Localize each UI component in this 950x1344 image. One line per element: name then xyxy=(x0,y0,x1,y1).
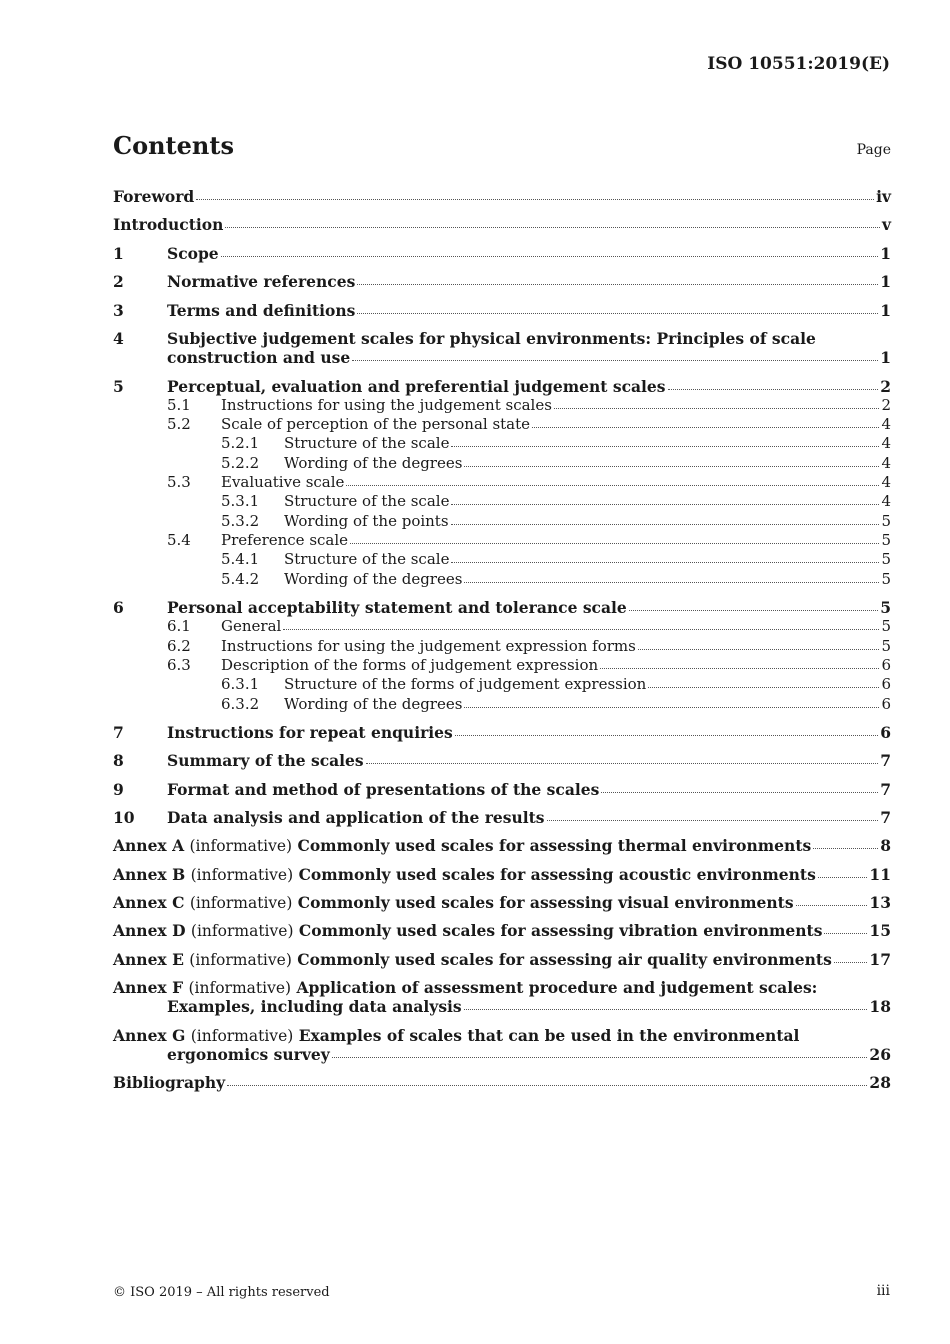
toc-entry-number: 6.3 xyxy=(167,656,191,674)
toc-entry-number: 4 xyxy=(113,329,124,348)
toc-entry-6-3-1[interactable] xyxy=(113,675,891,694)
toc-entry-clause-3[interactable] xyxy=(113,301,891,320)
leader-dots xyxy=(818,865,868,878)
toc-entry-title: Structure of the forms of judgement expression xyxy=(284,675,647,693)
toc-entry-5-1[interactable] xyxy=(113,396,891,415)
toc-entry-title: Wording of the degrees xyxy=(284,570,463,588)
annex-qualifier: (informative) xyxy=(190,866,294,884)
toc-entry-page: 26 xyxy=(869,1045,891,1064)
toc-entry-6-2[interactable] xyxy=(113,637,891,656)
annex-qualifier: (informative) xyxy=(189,951,292,969)
toc-entry-title: Scale of perception of the personal state xyxy=(221,415,531,433)
leader-dots xyxy=(464,570,879,583)
toc-entry-number: 5.4 xyxy=(167,531,191,549)
toc-entry-5-2[interactable] xyxy=(113,415,891,434)
leader-dots xyxy=(532,415,879,428)
toc-entry-title: Foreword xyxy=(113,187,195,206)
toc-entry-page: 7 xyxy=(880,780,891,799)
toc-entry-5-3-1[interactable] xyxy=(113,492,891,511)
toc-entry-page: 4 xyxy=(881,434,891,452)
leader-dots xyxy=(451,550,879,563)
page-title: Contents xyxy=(113,131,234,160)
leader-dots xyxy=(824,921,867,934)
toc-entry-clause-4-continued[interactable] xyxy=(113,348,891,367)
toc-entry-title: Commonly used scales for assessing air quality environments xyxy=(297,950,832,969)
toc-entry-title-continued: Examples, including data analysis xyxy=(167,997,462,1016)
annex-label: Annex E xyxy=(113,950,184,969)
leader-dots xyxy=(350,531,879,544)
toc-entry-title: Introduction xyxy=(113,215,224,234)
toc-entry-title: Perceptual, evaluation and preferential judgement scales xyxy=(167,377,666,396)
toc-entry-5-3[interactable] xyxy=(113,473,891,492)
toc-entry-page: 4 xyxy=(881,454,891,472)
leader-dots xyxy=(357,301,878,314)
toc-entry-page: 7 xyxy=(880,751,891,770)
leader-dots xyxy=(451,492,879,505)
toc-entry-title: Structure of the scale xyxy=(284,550,450,568)
toc-entry-page: 7 xyxy=(880,808,891,827)
toc-entry-number: 6.2 xyxy=(167,637,191,655)
toc-entry-page: 1 xyxy=(880,272,891,291)
toc-entry-page: 18 xyxy=(869,997,891,1016)
toc-entry-annex-f[interactable] xyxy=(113,978,891,997)
toc-entry-title: Scope xyxy=(167,244,219,263)
toc-entry-page: 5 xyxy=(881,570,891,588)
toc-entry-annex-e[interactable] xyxy=(113,950,891,969)
leader-dots xyxy=(346,473,879,486)
toc-entry-page: 5 xyxy=(881,617,891,635)
annex-qualifier: (informative) xyxy=(188,979,292,997)
toc-entry-page: 6 xyxy=(881,656,891,674)
toc-entry-title: Format and method of presentations of the scales xyxy=(167,780,600,799)
toc-entry-title: Data analysis and application of the results xyxy=(167,808,545,827)
toc-entry-title: Summary of the scales xyxy=(167,751,364,770)
annex-label: Annex F xyxy=(113,978,184,997)
toc-entry-5-4-1[interactable] xyxy=(113,550,891,569)
toc-entry-title: Commonly used scales for assessing thermal environments xyxy=(297,836,812,855)
toc-entry-title-continued: construction and use xyxy=(167,348,351,367)
toc-entry-page: 5 xyxy=(880,598,891,617)
toc-entry-title: Instructions for using the judgement expression forms xyxy=(221,637,636,655)
toc-entry-bibliography[interactable] xyxy=(113,1073,891,1092)
toc-entry-page: 4 xyxy=(881,473,891,491)
toc-entry-number: 5.3 xyxy=(167,473,191,491)
toc-entry-6-3-2[interactable] xyxy=(113,695,891,714)
leader-dots xyxy=(366,751,879,764)
leader-dots xyxy=(357,272,878,285)
toc-entry-title: Instructions for using the judgement scales xyxy=(221,396,552,414)
leader-dots xyxy=(464,454,879,467)
toc-entry-6-3[interactable] xyxy=(113,656,891,675)
toc-entry-number: 6 xyxy=(113,598,124,617)
toc-entry-page: 5 xyxy=(881,637,891,655)
contents-heading-row xyxy=(113,131,891,165)
leader-dots xyxy=(554,396,880,409)
toc-entry-page: 15 xyxy=(869,921,891,940)
toc-entry-title: Preference scale xyxy=(221,531,349,549)
toc-entry-page: 2 xyxy=(880,377,891,396)
annex-qualifier: (informative) xyxy=(189,894,293,912)
toc-entry-title: Instructions for repeat enquiries xyxy=(167,723,453,742)
toc-entry-page: 11 xyxy=(869,865,891,884)
leader-dots xyxy=(464,997,868,1010)
toc-entry-title: Normative references xyxy=(167,272,356,291)
toc-entry-page: 1 xyxy=(880,301,891,320)
toc-entry-number: 5.2 xyxy=(167,415,191,433)
page-column-label: Page xyxy=(856,142,891,158)
toc-entry-page: 6 xyxy=(880,723,891,742)
toc-entry-title-continued: ergonomics survey xyxy=(167,1045,330,1064)
toc-entry-title: Terms and definitions xyxy=(167,301,356,320)
toc-entry-5-2-2[interactable] xyxy=(113,454,891,473)
toc-entry-number: 9 xyxy=(113,780,124,799)
leader-dots xyxy=(283,617,879,630)
toc-entry-number: 6.1 xyxy=(167,617,191,635)
toc-entry-number: 5.3.2 xyxy=(221,512,260,530)
leader-dots xyxy=(464,695,879,708)
toc-entry-title: Wording of the degrees xyxy=(284,695,463,713)
toc-entry-number: 10 xyxy=(113,808,135,827)
leader-dots xyxy=(547,808,879,821)
leader-dots xyxy=(227,1073,867,1086)
toc-entry-number: 5 xyxy=(113,377,124,396)
toc-entry-title: Evaluative scale xyxy=(221,473,345,491)
toc-entry-annex-b[interactable] xyxy=(113,865,891,884)
page-number: iii xyxy=(876,1283,890,1299)
toc-entry-number: 5.4.2 xyxy=(221,570,260,588)
toc-entry-title: Examples of scales that can be used in the environmental xyxy=(298,1026,800,1045)
leader-dots xyxy=(629,598,878,611)
toc-entry-6-1[interactable] xyxy=(113,617,891,636)
annex-label: Annex A xyxy=(113,836,185,855)
toc-entry-annex-d[interactable] xyxy=(113,921,891,940)
toc-entry-5-3-2[interactable] xyxy=(113,512,891,531)
toc-entry-clause-10[interactable] xyxy=(113,808,891,827)
toc-entry-number: 8 xyxy=(113,751,124,770)
toc-entry-title: Personal acceptability statement and tolerance scale xyxy=(167,598,627,617)
leader-dots xyxy=(225,215,880,228)
toc-entry-page: 5 xyxy=(881,550,891,568)
toc-entry-title: Structure of the scale xyxy=(284,492,450,510)
leader-dots xyxy=(601,780,878,793)
toc-entry-page: 6 xyxy=(881,695,891,713)
annex-qualifier: (informative) xyxy=(190,1027,294,1045)
leader-dots xyxy=(352,348,878,361)
toc-entry-page: 4 xyxy=(881,415,891,433)
toc-entry-title: Application of assessment procedure and judgement scales: xyxy=(296,978,818,997)
toc-entry-page: 13 xyxy=(869,893,891,912)
annex-qualifier: (informative) xyxy=(189,837,293,855)
toc-entry-page: v xyxy=(881,215,891,234)
toc-entry-foreword[interactable] xyxy=(113,187,891,206)
toc-entry-number: 6.3.1 xyxy=(221,675,260,693)
annex-label: Annex C xyxy=(113,893,185,912)
annex-qualifier: (informative) xyxy=(190,922,294,940)
leader-dots xyxy=(451,512,880,525)
toc-entry-annex-f-continued[interactable] xyxy=(113,997,891,1016)
toc-entry-number: 2 xyxy=(113,272,124,291)
toc-entry-annex-g[interactable] xyxy=(113,1026,891,1045)
toc-entry-number: 7 xyxy=(113,723,124,742)
copyright-notice: © ISO 2019 – All rights reserved xyxy=(113,1285,330,1300)
leader-dots xyxy=(638,637,880,650)
toc-entry-title: Bibliography xyxy=(113,1073,226,1092)
leader-dots xyxy=(196,187,874,200)
toc-entry-number: 5.1 xyxy=(167,396,191,414)
toc-entry-page: iv xyxy=(876,187,891,206)
toc-entry-title: Wording of the degrees xyxy=(284,454,463,472)
leader-dots xyxy=(668,377,879,390)
annex-label: Annex G xyxy=(113,1026,186,1045)
toc-entry-title: Commonly used scales for assessing vibration environments xyxy=(298,921,823,940)
toc-entry-page: 6 xyxy=(881,675,891,693)
leader-dots xyxy=(451,434,879,447)
toc-entry-page: 2 xyxy=(881,396,891,414)
toc-entry-title: Wording of the points xyxy=(284,512,449,530)
toc-entry-number: 5.2.1 xyxy=(221,434,260,452)
annex-label: Annex B xyxy=(113,865,186,884)
toc-entry-title: General xyxy=(221,617,282,635)
toc-entry-clause-1[interactable] xyxy=(113,244,891,263)
leader-dots xyxy=(834,950,868,963)
toc-entry-number: 5.3.1 xyxy=(221,492,260,510)
toc-entry-clause-8[interactable] xyxy=(113,751,891,770)
toc-entry-page: 4 xyxy=(881,492,891,510)
toc-entry-page: 17 xyxy=(869,950,891,969)
toc-entry-clause-2[interactable] xyxy=(113,272,891,291)
toc-entry-page: 5 xyxy=(881,512,891,530)
leader-dots xyxy=(600,656,879,669)
toc-entry-clause-4[interactable] xyxy=(113,329,891,348)
toc-entry-page: 8 xyxy=(880,836,891,855)
leader-dots xyxy=(796,893,868,906)
toc-entry-introduction[interactable] xyxy=(113,215,891,234)
toc-entry-title: Subjective judgement scales for physical environments: Principles of scale xyxy=(167,329,816,348)
toc-entry-annex-c[interactable] xyxy=(113,893,891,912)
toc-entry-page: 5 xyxy=(881,531,891,549)
leader-dots xyxy=(813,836,878,849)
toc-entry-page: 1 xyxy=(880,348,891,367)
toc-entry-number: 5.4.1 xyxy=(221,550,260,568)
toc-entry-number: 3 xyxy=(113,301,124,320)
toc-entry-number: 5.2.2 xyxy=(221,454,260,472)
toc-entry-5-2-1[interactable] xyxy=(113,434,891,453)
toc-entry-number: 6.3.2 xyxy=(221,695,260,713)
toc-entry-5-4[interactable] xyxy=(113,531,891,550)
toc-entry-title: Commonly used scales for assessing visual environments xyxy=(297,893,794,912)
document-reference: ISO 10551:2019(E) xyxy=(707,54,890,74)
leader-dots xyxy=(332,1045,868,1058)
toc-entry-clause-5[interactable] xyxy=(113,377,891,396)
toc-entry-annex-g-continued[interactable] xyxy=(113,1045,891,1064)
toc-entry-page: 1 xyxy=(880,244,891,263)
toc-entry-title: Description of the forms of judgement expression xyxy=(221,656,599,674)
toc-entry-number: 1 xyxy=(113,244,124,263)
toc-entry-title: Structure of the scale xyxy=(284,434,450,452)
toc-entry-clause-9[interactable] xyxy=(113,780,891,799)
leader-dots xyxy=(648,675,879,688)
annex-label: Annex D xyxy=(113,921,186,940)
leader-dots xyxy=(221,244,879,257)
toc-entry-5-4-2[interactable] xyxy=(113,570,891,589)
toc-entry-annex-a[interactable] xyxy=(113,836,891,855)
toc-entry-clause-6[interactable] xyxy=(113,598,891,617)
leader-dots xyxy=(455,723,878,736)
toc-entry-title: Commonly used scales for assessing acoustic environments xyxy=(298,865,816,884)
toc-entry-clause-7[interactable] xyxy=(113,723,891,742)
toc-entry-page: 28 xyxy=(869,1073,891,1092)
